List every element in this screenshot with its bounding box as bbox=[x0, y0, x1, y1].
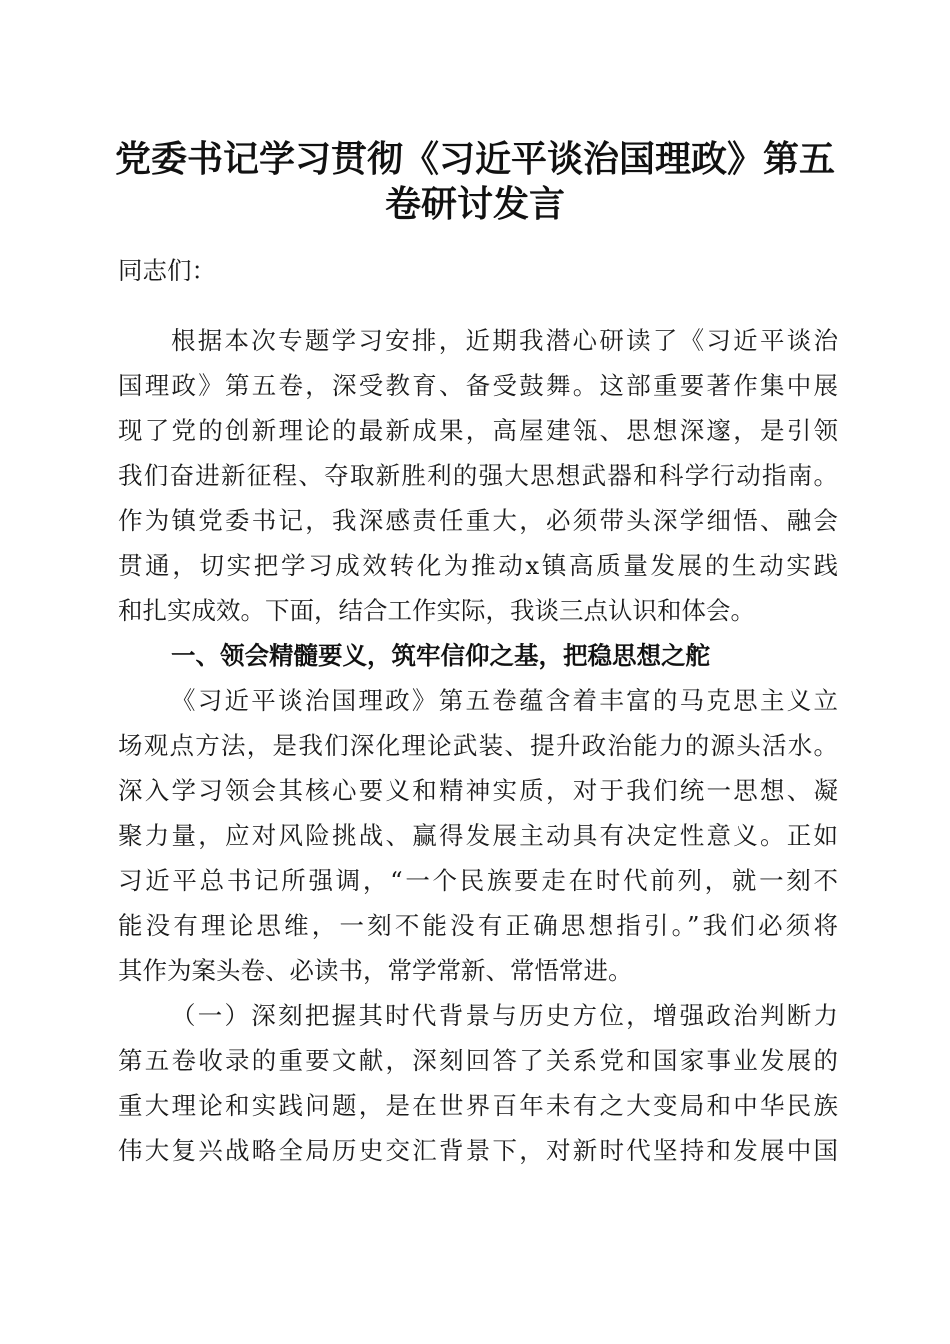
paragraph-line: 其作为案头卷、必读书，常学常新、常悟常进。 bbox=[118, 956, 633, 985]
paragraph-line: 伟大复兴战略全局历史交汇背景下，对新时代坚持和发展中国 bbox=[118, 1136, 838, 1165]
section-heading: 一、领会精髓要义，筑牢信仰之基，把稳思想之舵 bbox=[171, 641, 710, 670]
paragraph-line: 聚力量，应对风险挑战、赢得发展主动具有决定性意义。正如 bbox=[118, 821, 838, 850]
paragraph-line: 深入学习领会其核心要义和精神实质，对于我们统一思想、凝 bbox=[118, 776, 838, 805]
subsection-heading: （一）深刻把握其时代背景与历史方位，增强政治判断力 bbox=[171, 1001, 838, 1030]
paragraph-line: 《习近平谈治国理政》第五卷蕴含着丰富的马克思主义立 bbox=[171, 686, 838, 715]
paragraph-line: 重大理论和实践问题，是在世界百年未有之大变局和中华民族 bbox=[118, 1091, 838, 1120]
paragraph-line: 根据本次专题学习安排，近期我潜心研读了《习近平谈治 bbox=[171, 326, 838, 355]
paragraph-line: 和扎实成效。下面，结合工作实际，我谈三点认识和体会。 bbox=[118, 596, 755, 625]
paragraph-line: 第五卷收录的重要文献，深刻回答了关系党和国家事业发展的 bbox=[118, 1046, 838, 1075]
paragraph-line: 我们奋进新征程、夺取新胜利的强大思想武器和科学行动指南。 bbox=[118, 461, 838, 490]
paragraph-line: 能没有理论思维，一刻不能没有正确思想指引。”我们必须将 bbox=[118, 911, 838, 940]
salutation: 同志们： bbox=[118, 256, 216, 285]
paragraph-line: 贯通，切实把学习成效转化为推动x镇高质量发展的生动实践 bbox=[118, 551, 838, 580]
paragraph-line: 场观点方法，是我们深化理论武装、提升政治能力的源头活水。 bbox=[118, 731, 838, 760]
document-title-line-1: 党委书记学习贯彻《习近平谈治国理政》第五 bbox=[114, 139, 835, 180]
paragraph-line: 国理政》第五卷，深受教育、备受鼓舞。这部重要著作集中展 bbox=[118, 371, 838, 400]
paragraph-line: 作为镇党委书记，我深感责任重大，必须带头深学细悟、融会 bbox=[118, 506, 838, 535]
paragraph-line: 现了党的创新理论的最新成果，高屋建瓴、思想深邃，是引领 bbox=[118, 416, 838, 445]
paragraph-line: 习近平总书记所强调，“一个民族要走在时代前列，就一刻不 bbox=[118, 866, 838, 895]
document-title-line-2: 卷研讨发言 bbox=[384, 184, 565, 225]
